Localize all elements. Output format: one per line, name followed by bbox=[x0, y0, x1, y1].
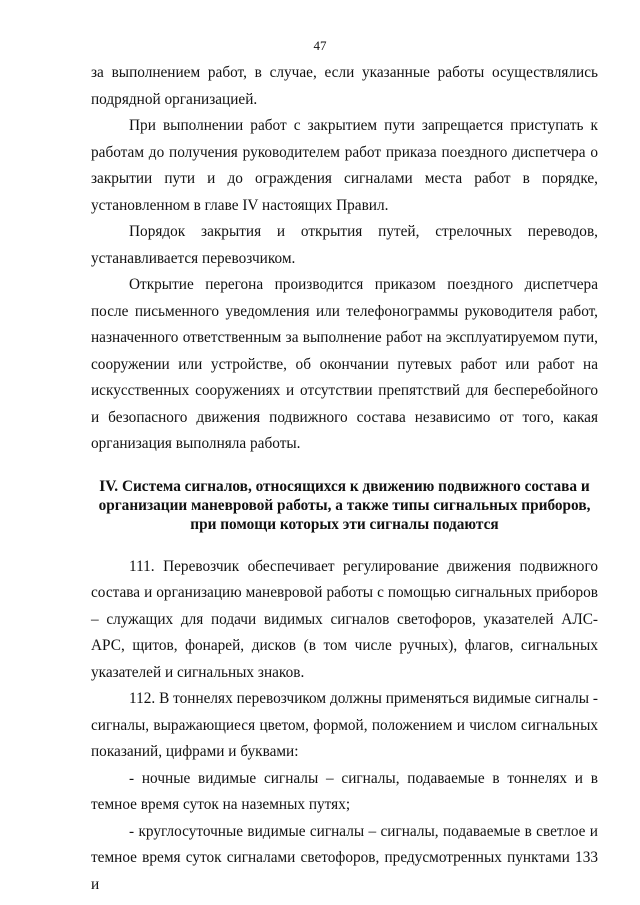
page-number: 47 bbox=[313, 38, 327, 53]
section-before-heading bbox=[91, 60, 598, 458]
paragraph: Открытие перегона производится приказом поездного диспетчера после письменного уведомления или телефонограммы руководителя работ, назначенного ответственным за выполнение работ на эксплуатируемом пути, сооружении или устройстве, об окончании путевых работ или работ на искусственных сооружениях и отсутствии препятствий для бесперебойного и безопасного движения подвижного состава независимо от того, какая организация выполняла работы. bbox=[91, 276, 598, 452]
chapter-heading: IV. Система сигналов, относящихся к движению подвижного состава и организации маневровой работы, а также типы сигнальных приборов, при помощи которых эти сигналы подаются bbox=[98, 477, 591, 533]
section-after-heading bbox=[91, 554, 598, 899]
paragraph: за выполнением работ, в случае, если указанные работы осуществлялись подрядной организацией. bbox=[91, 64, 598, 108]
paragraph: 111. Перевозчик обеспечивает регулирование движения подвижного состава и организацию маневровой работы с помощью сигнальных приборов – служащих для подачи видимых сигналов светофоров, указателей АЛС-АРС, щитов, фонарей, дисков (в том числе ручных), флагов, сигнальных указателей и сигнальных знаков. bbox=[91, 557, 598, 681]
paragraph: - ночные видимые сигналы – сигналы, подаваемые в тоннелях и в темное время суток на наземных путях; bbox=[91, 769, 598, 813]
paragraph: 112. В тоннелях перевозчиком должны применяться видимые сигналы - сигналы, выражающиеся цветом, формой, положением и числом сигнальных показаний, цифрами и буквами: bbox=[91, 690, 598, 760]
paragraph: - круглосуточные видимые сигналы – сигналы, подаваемые в светлое и темное время суток сигналами светофоров, предусмотренных пунктами 133 и bbox=[91, 822, 598, 893]
paragraph: При выполнении работ с закрытием пути запрещается приступать к работам до получения руководителем работ приказа поездного диспетчера о закрытии пути и до ограждения сигналами места работ в порядке, установленном в главе IV настоящих Правил. bbox=[91, 117, 598, 214]
document-body bbox=[91, 60, 598, 898]
paragraph: Порядок закрытия и открытия путей, стрелочных переводов, устанавливается перевозчиком. bbox=[91, 223, 598, 267]
